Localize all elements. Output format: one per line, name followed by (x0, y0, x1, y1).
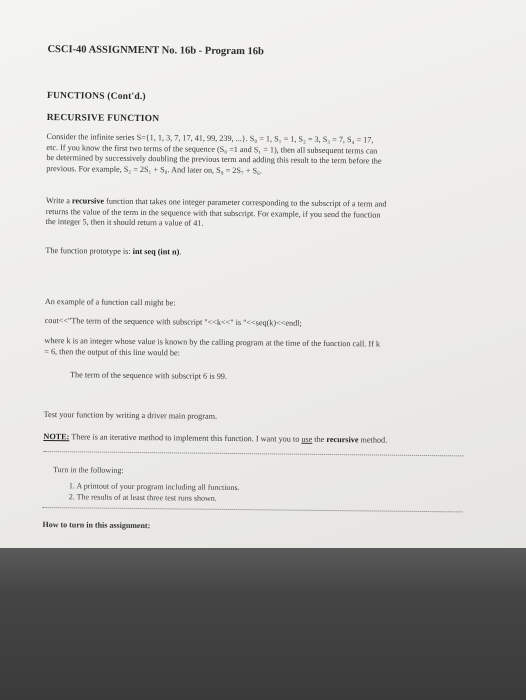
page-title: CSCI-40 ASSIGNMENT No. 16b - Program 16b (47, 44, 264, 58)
monitor-bezel (0, 548, 526, 700)
explain-line-2: = 6, then the output of this line would be: (44, 346, 180, 358)
prototype-line (45, 246, 475, 261)
task-line-1-rest: function that takes one integer parameter corresponding to the subscript of a term and (104, 196, 387, 209)
note-text-2: the (312, 434, 327, 444)
example-call: cout<<"The term of the sequence with subscript "<<k<<" is "<<seq(k)<<endl; (44, 316, 302, 328)
section-heading: FUNCTIONS (Cont'd.) (46, 91, 146, 103)
prototype-end: . (179, 247, 182, 257)
series-line-1: Consider the infinite series S={1, 1, 3, 7, 17, 41, 99, 239, ...}. S₀ = 1, S₁ = 1, S₂ = 3, S₃ = 7, S₄ = 17, (46, 132, 374, 145)
note-label: NOTE: (43, 432, 70, 442)
series-paragraph (46, 132, 476, 179)
turn-in-heading: Turn in the following: (53, 465, 124, 475)
series-line-4: previous. For example, S₂ = 2S₁ + S₀. And later on, S₈ = 2S₇ + S₆. (46, 163, 263, 176)
explain-line-1: where k is an integer whose value is known by the calling program at the time of the function call. If k (44, 336, 381, 349)
series-line-2: etc. If you know the first two terms of the sequence (S₀ =1 and S₁ = 1), then all subsequent terms can (46, 142, 378, 156)
task-line-2: returns the value of the term in the sequence with that subscript. For example, if you send the function (45, 206, 381, 220)
note-line (43, 432, 473, 447)
dotted-divider (43, 507, 463, 512)
note-text-1: There is an iterative method to implement this function. I want you to (69, 432, 302, 444)
series-line-3: be determined by successively doubling the previous term and adding this result to the term before the (46, 153, 382, 166)
prototype-label: The function prototype is: (45, 246, 133, 256)
task-pre: Write a (45, 196, 72, 206)
explain-paragraph (44, 336, 474, 362)
turn-in-list (69, 480, 240, 504)
task-paragraph (46, 196, 476, 232)
prototype-code: int seq (int n) (132, 246, 180, 257)
output-line: The term of the sequence with subscript 6 is 99. (70, 370, 228, 381)
list-item: 1. A printout of your program including all functions. (68, 481, 240, 493)
note-text-3: method. (358, 435, 388, 445)
task-line-3: the integer 5, then it should return a value of 41. (45, 217, 204, 228)
note-use: use (301, 434, 313, 444)
list-item: 2. The results of at least three test runs shown. (68, 492, 217, 503)
example-intro: An example of a function call might be: (44, 297, 176, 308)
how-to-heading: How to turn in this assignment: (42, 520, 151, 531)
dotted-divider (43, 451, 463, 456)
document-page (38, 0, 484, 548)
note-recursive: recursive (326, 434, 359, 445)
test-instruction: Test your function by writing a driver main program. (43, 410, 218, 421)
task-recursive-word: recursive (71, 196, 105, 206)
section-subheading: RECURSIVE FUNCTION (46, 113, 160, 125)
